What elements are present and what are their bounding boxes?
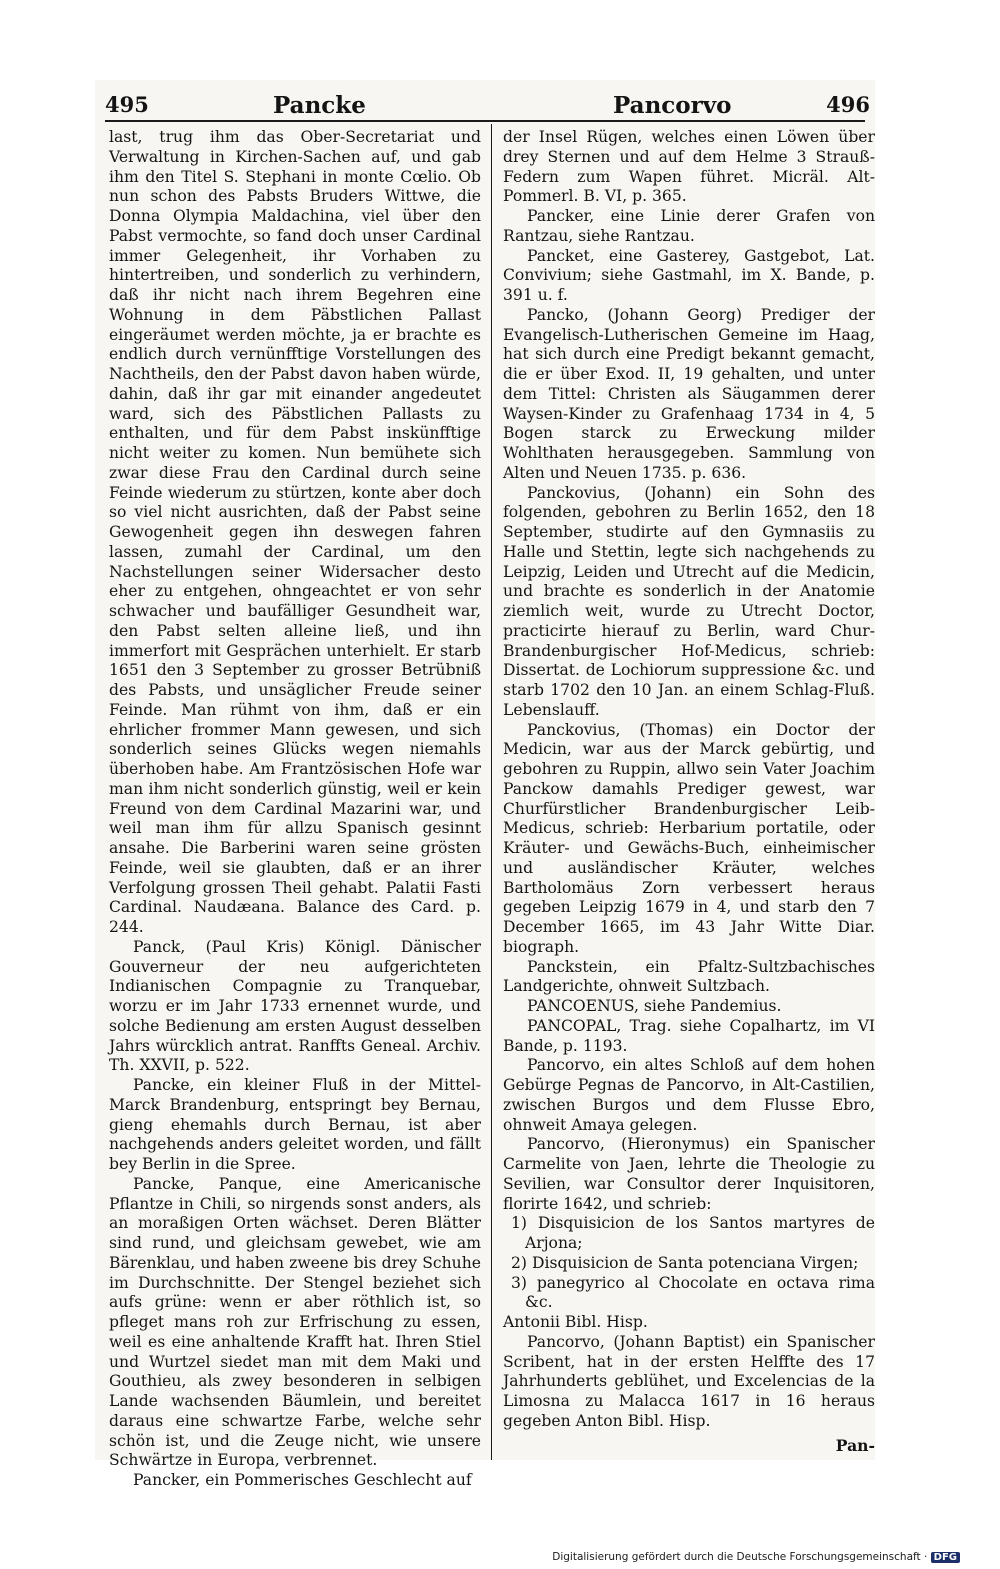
left-column <box>109 128 481 1491</box>
entry-pancke-river: Pancke, ein kleiner Fluß in der Mittel-Marck Brandenburg, entspringt bey Bernau, gieng ehemahls durch Bernau, ist aber nachgehends anders geleitet worden, und fällt bey Berlin in die Spree. <box>109 1076 481 1173</box>
entry-pancoenus: PANCOENUS, siehe Pandemius. <box>527 997 782 1015</box>
entry-pancker-continuation: der Insel Rügen, welches einen Löwen über drey Sternen und auf dem Helme 3 Strauß-Federn zum Wapen führet. Micräl. Alt-Pommerl. B. VI, p. 365. <box>503 128 875 206</box>
dfg-logo: DFG <box>931 1552 960 1563</box>
entry-pancko: Pancko, (Johann Georg) Prediger der Evangelisch-Lutherischen Gemeine im Haag, hat sich durch eine Predigt bekannt gemacht, die er über Exod. II, 19 gehalten, und unter dem Tittel: Christen als Säugammen derer Waysen-Kinder zu Grafenhaag 1734 in 4, 5 Bogen starck zu Erweckung milder Wohlthaten herausgegeben. Sammlung von Alten und Neuen 1735. p. 636. <box>503 305 875 482</box>
right-page-number: 496 <box>826 92 870 117</box>
left-page-number: 495 <box>105 92 149 117</box>
entry-panckstein: Panckstein, ein Pfaltz-Sultzbachisches Landgerichte, ohnweit Sultzbach. <box>503 957 875 996</box>
left-catchword: Pancke <box>273 92 366 119</box>
digitization-footer <box>552 1551 960 1563</box>
book-page <box>95 80 875 1489</box>
entry-pancorvo-johann: Pancorvo, (Johann Baptist) ein Spanischer Scribent, hat in der ersten Helffte des 17 Jahrhunderts geblühet, und Excelencias de la Limosna zu Malacca 1617 in 16 heraus gegeben Anton Bibl. Hisp. <box>503 1332 875 1430</box>
entry-panck: Panck, (Paul Kris) Königl. Dänischer Gouverneur der neu aufgerichteten Indianischen Compagnie zu Tranquebar, worzu er im Jahr 1733 ernennet wurde, und solche Bedienung am ersten August desselben Jahrs würcklich antrat. Ranffts Geneal. Archiv. Th. XXVII, p. 522. <box>109 937 481 1075</box>
citation-line: Antonii Bibl. Hisp. <box>503 1313 648 1331</box>
works-list-item: 2) Disquisicion de Santa potenciana Virgen; <box>511 1253 859 1272</box>
entry-pancopal: PANCOPAL, Trag. siehe Copalhartz, im VI Bande, p. 1193. <box>503 1016 875 1055</box>
entry-panckovius-thomas: Panckovius, (Thomas) ein Doctor der Medicin, war aus der Marck gebürtig, und gebohren zu Ruppin, allwo sein Vater Joachim Panckow damahls Prediger gewest, war Churfürstlicher Brandenburgischer Leib-Medicus, schrieb: Herbarium portatile, oder Kräuter- und Gewächs-Buch, einheimischer und ausländischer Kräuter, welches Bartholomäus Zorn verbessert heraus gegeben Leipzig 1679 in 4, und starb den 7 December 1665, im 43 Jahr Witte Diar. biograph. <box>503 720 875 956</box>
catchword-bottom: Pan- <box>835 1435 875 1455</box>
entry-pancket: Pancket, eine Gasterey, Gastgebot, Lat. Convivium; siehe Gastmahl, im X. Bande, p. 391 u. f. <box>503 246 875 304</box>
header-rule <box>105 120 865 122</box>
column-divider <box>491 124 492 1460</box>
right-catchword: Pancorvo <box>613 92 732 119</box>
entry-pancorvo-castle: Pancorvo, ein altes Schloß auf dem hohen Gebürge Pegnas de Pancorvo, in Alt-Castilien, zwischen Burgos und dem Flusse Ebro, ohnweit Amaya gelegen. <box>503 1056 875 1134</box>
footer-text: Digitalisierung gefördert durch die Deutsche Forschungsgemeinschaft · <box>552 1551 928 1563</box>
entry-pancke-plant: Pancke, Panque, eine Americanische Pflantze in Chili, so nirgends sonst anders, als an moraßigen Orten wächset. Deren Blätter sind rund, und gleichsam gewebet, wie am Bärenklau, und haben zweene bis drey Schuhe im Durchschnitte. Der Stengel beziehet sich aufs grüne: wenn er aber röthlich ist, so pfleget mans roh zur Erfrischung zu essen, weil es eine anhaltende Krafft hat. Ihren Stiel und Wurtzel siedet man mit dem Maki und Gouthieu, als zwey besonderen in selbigen Lande wachsenden Bäumlein, und bereitet daraus eine schwartze Farbe, welche sehr schön ist, und die Zeuge nicht, wie unsere Schwärtze in Europa, verbrennet. <box>109 1174 481 1470</box>
works-list-item: 3) panegyrico al Chocolate en octava rima &c. <box>511 1273 875 1312</box>
works-list-item: 1) Disquisicion de los Santos martyres de Arjona; <box>511 1214 875 1252</box>
entry-continuation: last, trug ihm das Ober-Secretariat und Verwaltung in Kirchen-Sachen auf, und gab ihm den Titel S. Stephani in monte Cœlio. Ob nun schon des Pabsts Bruders Wittwe, die Donna Olympia Maldachina, viel über den Pabst vermochte, so fand doch unser Cardinal immer Gelegenheit, ihr Vorhaben zu hintertreiben, und sonderlich zu verhindern, daß ihr nicht nach ihrem Begehren eine Wohnung in dem Päbstlichen Pallast eingeräumet werden möchte, ja er brachte es endlich durch vernünfftige Vorstellungen des Nachtheils, den der Pabst davon haben würde, dahin, daß ihr gar mit einander angedeutet ward, sich des Päbstlichen Pallasts zu enthalten, und für dem Pabst inskünfftige nicht weiter zu komen. Nun bemühete sich zwar diese Frau den Cardinal durch seine Feinde wiederum zu stürtzen, konte aber doch so viel nicht ausrichten, daß der Pabst seine Gewogenheit gegen ihn deswegen fahren lassen, zumahl der Cardinal, um den Nachstellungen seiner Widersacher desto eher zu entgehen, ohngeachtet er von sehr schwacher und baufälliger Gesundheit war, den Pabst selten alleine ließ, und ihn immerfort mit Gesprächen unterhielt. Er starb 1651 den 3 September zu grosser Betrübniß des Pabsts, und unsäglicher Freude seiner Feinde. Man rühmt von ihm, daß er ein ehrlicher frommer Mann gewesen, und sich sonderlich seines Glücks wegen niemahls überhoben habe. Am Frantzösischen Hofe war man ihm nicht sonderlich günstig, weil er kein Freund von dem Cardinal Mazarini war, und weil man ihm für allzu Spanisch gesinnt ansahe. Die Barberini waren seine grösten Feinde, weil sie glaubten, daß er an ihrer Verfolgung grossen Theil gehabt. Palatii Fasti Cardinal. Naudæana. Balance des Card. p. 244. <box>109 128 481 936</box>
entry-panckovius-johann: Panckovius, (Johann) ein Sohn des folgenden, gebohren zu Berlin 1652, den 18 September, studirte auf den Gymnasiis zu Halle und Stettin, legte sich nachgehends zu Leipzig, Leiden und Utrecht auf die Medicin, und brachte es sonderlich in der Anatomie ziemlich weit, wurde zu Utrecht Doctor, practicirte hierauf zu Berlin, ward Chur-Brandenburgischer Hof-Medicus, schrieb: Dissertat. de Lochiorum suppressione &c. und starb 1702 den 10 Jan. an einem Schlag-Fluß. Lebenslauff. <box>503 483 875 719</box>
right-column <box>503 128 875 1455</box>
page-header <box>95 92 875 128</box>
entry-pancker-family: Pancker, ein Pommerisches Geschlecht auf <box>133 1471 472 1489</box>
entry-pancorvo-hieronymus: Pancorvo, (Hieronymus) ein Spanischer Carmelite von Jaen, lehrte die Theologie zu Sevilien, war Consultor derer Inquisitoren, florirte 1642, und schrieb: <box>503 1135 875 1213</box>
entry-pancker-rantzau: Pancker, eine Linie derer Grafen von Rantzau, siehe Rantzau. <box>503 207 875 245</box>
